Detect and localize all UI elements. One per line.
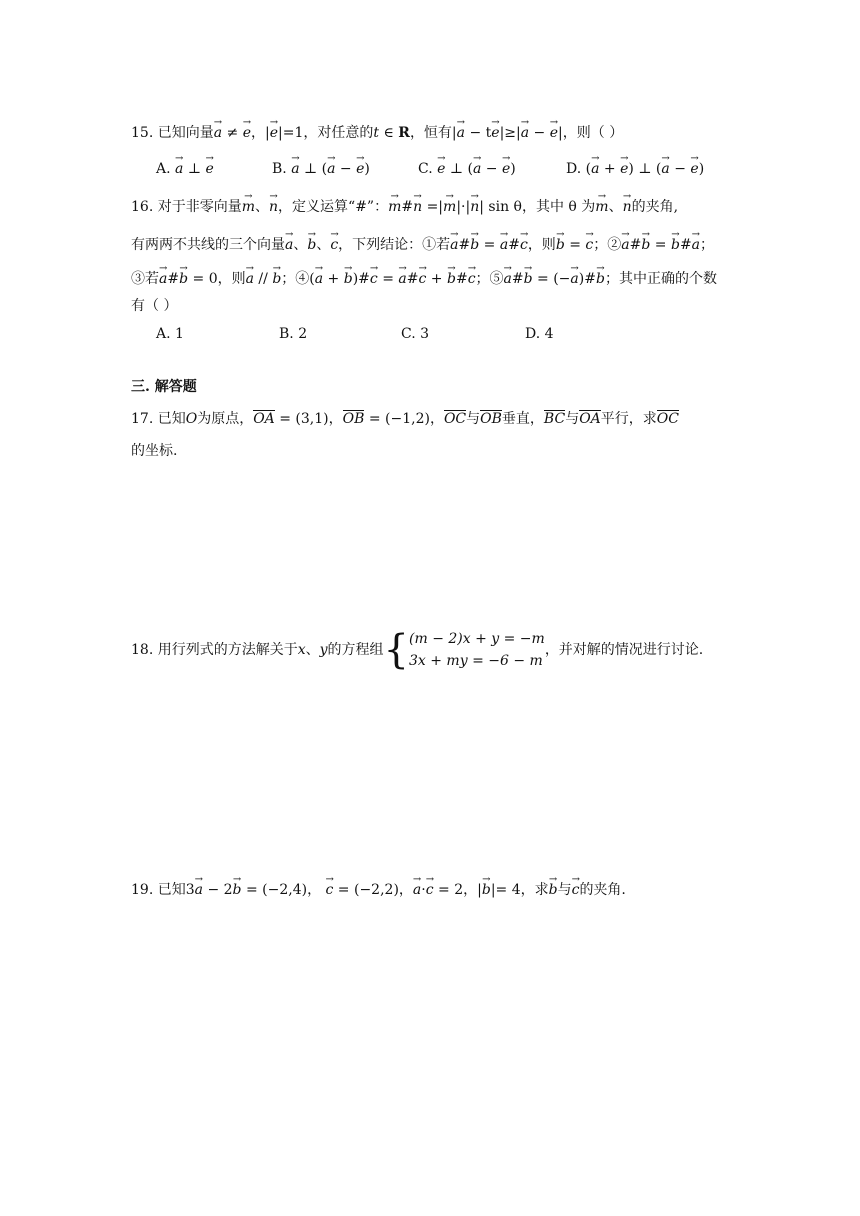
vector-c: → c <box>426 876 434 900</box>
q17-text: 垂直， <box>501 411 544 427</box>
equation-1: (m − 2)x + y = −m <box>409 631 545 647</box>
q16-text: ，定义运算“#”： <box>278 199 389 215</box>
q16-text: ，则 <box>527 237 556 253</box>
vector-b: → b <box>671 231 680 255</box>
q15-number: 15. <box>131 125 154 141</box>
vector-a: → a <box>159 265 167 289</box>
vector-OB: OB <box>342 411 365 427</box>
vector-a: → a <box>591 155 599 179</box>
vector-e: → e <box>550 119 558 143</box>
q15-option-b: B. → a ⊥ (→ a − → e) <box>272 155 370 179</box>
set-R: R <box>398 125 410 141</box>
vector-m: → m <box>443 193 456 217</box>
q16-line-2 <box>131 231 714 255</box>
vector-a: → a <box>291 155 299 179</box>
q16-text: ；⑤ <box>475 271 504 287</box>
equation-2: 3x + my = −6 − m <box>409 653 543 669</box>
q17-line-2: 的坐标. <box>131 443 178 459</box>
vector-OC: OC <box>656 411 679 427</box>
q18-number: 18. <box>131 642 154 658</box>
q16-text: 有（ ） <box>131 298 178 314</box>
q19-line <box>131 876 626 900</box>
option-label: B. <box>272 161 287 177</box>
q17-text: 与 <box>565 411 580 427</box>
q16-text: # <box>401 199 414 215</box>
q15-text: |=1，对任意的 <box>278 125 374 141</box>
vector-n: → n <box>623 193 632 217</box>
q19-text: 的夹角. <box>579 882 626 898</box>
q17-text: 为原点， <box>197 411 254 427</box>
q17-number: 17. <box>131 411 154 427</box>
q17-text: 已知 <box>157 411 186 427</box>
q16-text: 、 <box>316 237 331 253</box>
vector-BC: BC <box>543 411 566 427</box>
section-heading: 三. 解答题 <box>131 379 197 395</box>
vector-c: → c <box>520 231 528 255</box>
vector-b: → b <box>344 265 353 289</box>
vector-a: → a <box>661 155 669 179</box>
var-t: t <box>373 125 380 141</box>
vector-b: → b <box>233 876 242 900</box>
option-label: D. <box>525 326 541 342</box>
q16-text: ③若 <box>131 271 159 287</box>
vector-a: → a <box>473 155 481 179</box>
q16-option-c <box>401 324 429 344</box>
var-y: y <box>319 642 328 658</box>
vector-a: → a <box>398 265 406 289</box>
q15-text: − <box>529 125 550 141</box>
vector-c: → c <box>370 265 378 289</box>
vector-c: → c <box>468 265 476 289</box>
option-value: 2 <box>298 326 308 342</box>
q17-line-1 <box>131 409 679 429</box>
var-x: x <box>297 642 306 658</box>
q16-text: = <box>564 237 586 253</box>
q15-option-c: C. → e ⊥ (→ a − → e) <box>418 155 516 179</box>
vector-c: → c <box>330 231 338 255</box>
q16-text: = <box>650 237 671 253</box>
q16-option-b <box>279 324 307 344</box>
vector-a: → a <box>214 119 222 143</box>
q16-text: ；② <box>593 237 622 253</box>
vector-a: → a <box>413 876 421 900</box>
vector-a: → a <box>692 231 700 255</box>
vector-b: → b <box>482 876 491 900</box>
option-label: B. <box>279 326 294 342</box>
vector-a: → a <box>521 119 529 143</box>
q17-text: 与 <box>466 411 481 427</box>
q16-text: # <box>679 237 692 253</box>
q16-text: 、 <box>293 237 308 253</box>
vector-n: → n <box>269 193 278 217</box>
equation-system <box>384 625 545 675</box>
q16-text: # <box>508 237 520 253</box>
vector-e: → e <box>620 155 628 179</box>
vector-b: → b <box>549 876 558 900</box>
option-label: C. <box>418 161 433 177</box>
vector-e: → e <box>356 155 364 179</box>
q16-text: ，下列结论：①若 <box>338 237 451 253</box>
q16-text: 有两两不共线的三个向量 <box>131 237 285 253</box>
q16-text: = 0，则 <box>188 271 246 287</box>
option-label: D. <box>566 161 582 177</box>
vector-a: → a <box>570 265 578 289</box>
q18-line <box>131 625 703 675</box>
vector-a: → a <box>315 265 323 289</box>
q16-text: )# <box>578 271 596 287</box>
vector-a: → a <box>285 231 293 255</box>
vector-b: → b <box>272 265 281 289</box>
option-value: 1 <box>175 326 184 342</box>
vector-e: → e <box>270 119 278 143</box>
q15-text: |，则（ ） <box>558 125 624 141</box>
q19-text: · <box>421 882 426 898</box>
q15-line <box>131 119 623 143</box>
q19-text: 与 <box>557 882 572 898</box>
vector-a: → a <box>500 231 508 255</box>
q15-sep: ，| <box>251 125 270 141</box>
vector-e: → e <box>205 155 213 179</box>
option-label: A. <box>156 161 171 177</box>
q16-text: = <box>377 271 399 287</box>
q15-option-d: D. (→ a + → e) ⊥ (→ a − → e) <box>566 155 704 179</box>
q18-text: ，并对解的情况进行讨论. <box>544 642 704 658</box>
q15-rel: ∈ <box>379 125 399 141</box>
q16-line-3 <box>131 265 717 289</box>
option-value: 4 <box>544 326 554 342</box>
q15-text: − t <box>465 125 492 141</box>
point-O: O <box>185 411 198 427</box>
q16-text: + <box>323 271 344 287</box>
vector-c: → c <box>326 876 334 900</box>
q16-text: # <box>406 271 419 287</box>
q16-text: = (− <box>532 271 571 287</box>
vector-e: → e <box>502 155 510 179</box>
option-value: 3 <box>420 326 430 342</box>
vector-a: → a <box>504 265 512 289</box>
q18-text: 、 <box>305 642 320 658</box>
vector-b: → b <box>470 231 479 255</box>
q16-text: + <box>426 271 447 287</box>
vector-m: → m <box>388 193 401 217</box>
vector-e: → e <box>690 155 698 179</box>
vector-OC: OC <box>443 411 467 427</box>
vector-b: → b <box>524 265 533 289</box>
q19-text: − 2 <box>203 882 233 898</box>
vector-b: → b <box>179 265 188 289</box>
vector-e: → e <box>491 119 499 143</box>
q16-text: # <box>511 271 524 287</box>
vector-c: → c <box>572 876 580 900</box>
vector-c: → c <box>585 231 593 255</box>
vector-OA: OA <box>253 411 275 427</box>
q16-text: 的夹角, <box>631 199 679 215</box>
q16-text: // <box>253 271 273 287</box>
left-brace-icon: { <box>383 627 409 673</box>
q16-text: ；④( <box>281 271 315 287</box>
q16-text: | sin θ，其中 θ 为 <box>479 199 596 215</box>
vector-a: → a <box>246 265 254 289</box>
q19-text: = 2，| <box>433 882 482 898</box>
vector-e: → e <box>437 155 445 179</box>
q19-number: 19. <box>131 882 154 898</box>
q16-text: # <box>458 237 471 253</box>
q19-text: |= 4，求 <box>490 882 549 898</box>
q16-text: ；其中正确的个数 <box>604 271 717 287</box>
vector-a: → a <box>450 231 458 255</box>
q15-text: 已知向量 <box>157 125 214 141</box>
vector-b: → b <box>596 265 605 289</box>
vector-a: → a <box>175 155 183 179</box>
q17-text: = (−1,2)， <box>364 411 444 427</box>
q16-text: )# <box>352 271 370 287</box>
q16-text: 对于非零向量 <box>157 199 242 215</box>
q16-text: # <box>629 237 642 253</box>
q16-text: ； <box>700 237 715 253</box>
vector-e: → e <box>243 119 251 143</box>
vector-n: → n <box>413 193 422 217</box>
q17-text: 平行，求 <box>600 411 657 427</box>
q18-text: 的方程组 <box>327 642 384 658</box>
vector-m: → m <box>242 193 255 217</box>
vector-OA: OA <box>579 411 601 427</box>
vector-a: → a <box>195 876 203 900</box>
option-label: A. <box>156 326 171 342</box>
vector-b: → b <box>307 231 316 255</box>
q16-text: # <box>167 271 180 287</box>
q16-line-4 <box>131 296 177 316</box>
q19-text: = (−2,4)， <box>241 882 326 898</box>
q19-text: 已知3 <box>157 882 195 898</box>
q15-text: ，恒有| <box>409 125 457 141</box>
q16-text: # <box>455 271 468 287</box>
q15-rel: ≠ <box>222 125 243 141</box>
vector-a: → a <box>457 119 465 143</box>
vector-c: → c <box>419 265 427 289</box>
q15-option-a: A. → a ⊥ → e <box>156 155 214 179</box>
q16-option-d <box>525 324 554 344</box>
vector-b: → b <box>556 231 565 255</box>
q16-option-a <box>156 324 184 344</box>
q16-text: =| <box>422 199 444 215</box>
q16-text: 、 <box>255 199 269 215</box>
q15-text: |≥| <box>499 125 521 141</box>
q18-text: 用行列式的方法解关于 <box>157 642 298 658</box>
vector-b: → b <box>641 231 650 255</box>
option-label: C. <box>401 326 416 342</box>
vector-m: → m <box>595 193 608 217</box>
q16-text: |·| <box>456 199 471 215</box>
q16-text: = <box>479 237 500 253</box>
vector-n: → n <box>470 193 479 217</box>
q16-number: 16. <box>131 199 154 215</box>
q16-text: 、 <box>608 199 623 215</box>
vector-a: → a <box>327 155 335 179</box>
q19-text: = (−2,2)， <box>333 882 413 898</box>
q16-line-1 <box>131 193 678 217</box>
q17-text: = (3,1)， <box>274 411 343 427</box>
vector-b: → b <box>447 265 456 289</box>
vector-OB: OB <box>480 411 502 427</box>
vector-a: → a <box>621 231 629 255</box>
